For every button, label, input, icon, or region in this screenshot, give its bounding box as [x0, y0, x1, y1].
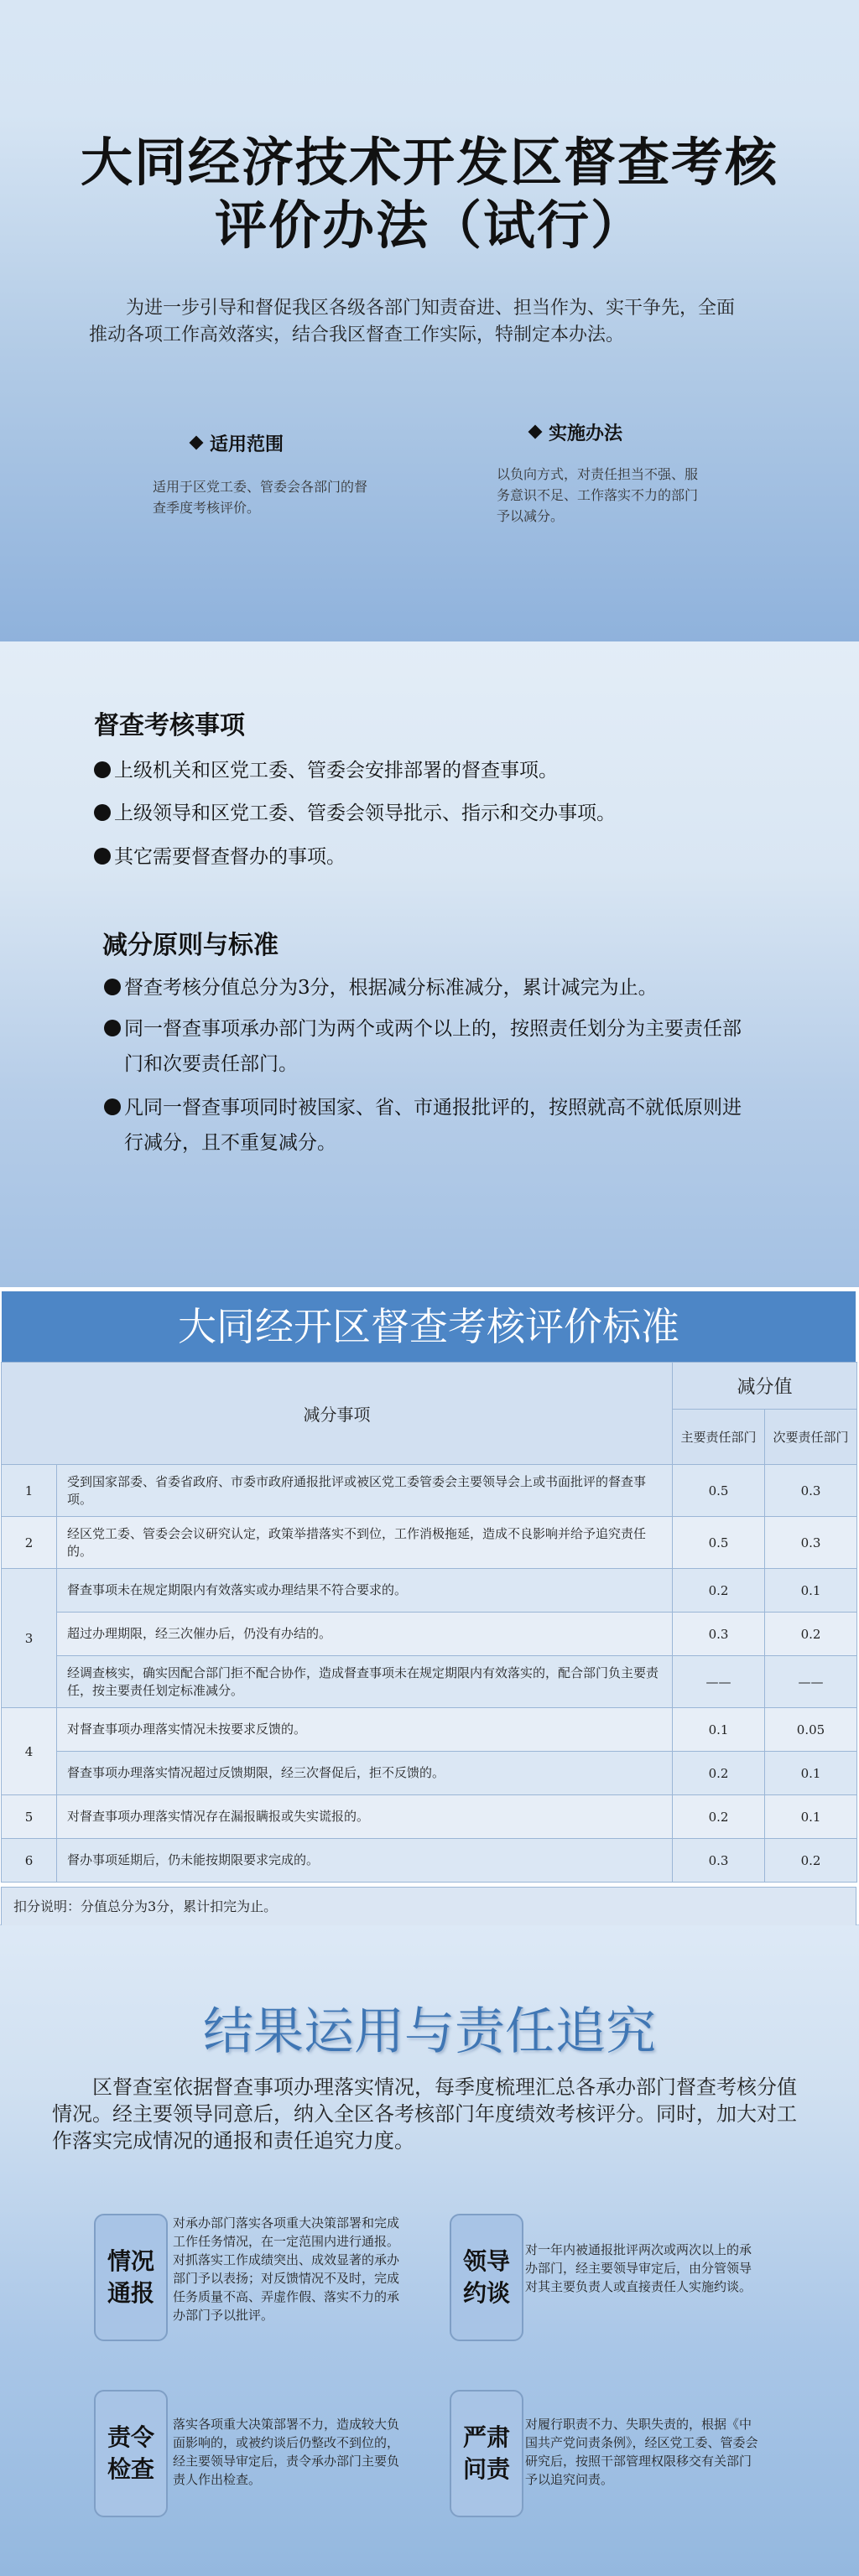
- scope-heading-text: 适用范围: [210, 434, 284, 455]
- row-number: 6: [2, 1839, 57, 1883]
- bullet-icon: [94, 761, 111, 778]
- intro-paragraph: 为进一步引导和督促我区各级各部门知责奋进、担当作为、实干争先，全面推动各项工作高效落实，结合我区督查工作实际，特制定本办法。: [89, 298, 736, 345]
- implementation-heading-text: 实施办法: [549, 423, 623, 444]
- rule-text: 同一督查事项承办部门为两个或两个以上的，按照责任划分为主要责任部: [124, 1018, 742, 1040]
- box-label: 领导约谈: [462, 2247, 510, 2307]
- row-main-value: 0.5: [673, 1517, 765, 1569]
- row-number: 4: [2, 1708, 57, 1795]
- header-main: 主要责任部门: [673, 1410, 765, 1465]
- matter-item: [94, 839, 346, 875]
- implementation-heading: [530, 419, 622, 445]
- page-title-line2: 评价办法（试行）: [214, 195, 644, 256]
- row-secondary-value: 0.1: [765, 1795, 857, 1839]
- row-secondary-value: 0.3: [765, 1465, 857, 1517]
- row-main-value: 0.5: [673, 1465, 765, 1517]
- row-secondary-value: 0.3: [765, 1517, 857, 1569]
- row-secondary-value: 0.2: [765, 1613, 857, 1656]
- row-description: 对督查事项办理落实情况存在漏报瞒报或失实谎报的。: [57, 1795, 673, 1839]
- rules-heading: 减分原则与标准: [102, 931, 279, 960]
- bullet-icon: [104, 1020, 121, 1036]
- row-number: 1: [2, 1465, 57, 1517]
- results-intro: 区督查室依据督查事项办理落实情况，每季度梳理汇总各承办部门督查考核分值情况。经主要领导同意后，纳入全区各考核部门年度绩效考核评分。同时，加大对工作落实完成情况的通报和责任追究力度。: [52, 2075, 797, 2153]
- matter-text: 上级领导和区党工委、管委会领导批示、指示和交办事项。: [114, 802, 616, 824]
- results-title: 结果运用与责任追究: [203, 2003, 656, 2059]
- rule-text-cont: 门和次要责任部门。: [124, 1053, 298, 1075]
- deduction-note: 扣分说明：分值总分为3分，累计扣完为止。: [1, 1887, 856, 1927]
- matter-text: 上级机关和区党工委、管委会安排部署的督查事项。: [114, 760, 558, 782]
- bullet-icon: [104, 1098, 121, 1115]
- table-row: [2, 1839, 857, 1883]
- row-description: 受到国家部委、省委省政府、市委市政府通报批评或被区党工委管委会主要领导会上或书面批评的督查事项。: [57, 1465, 673, 1517]
- inspection-text: 落实各项重大决策部署不力，造成较大负面影响的，或被约谈后仍整改不到位的，经主要领导审定后，责令承办部门主要负责人作出检查。: [173, 2417, 400, 2487]
- row-secondary-value: 0.05: [765, 1708, 857, 1752]
- box-label: 情况通报: [107, 2247, 154, 2307]
- notification-text: 对承办部门落实各项重大决策部署和完成工作任务情况，在一定范围内进行通报。对抓落实工作成绩突出、成效显著的承办部门予以表扬；对反馈情况不及时，完成任务质量不高、弄虚作假、落实不力的承办部门予以批评。: [173, 2215, 400, 2323]
- inspection-box: [94, 2390, 168, 2517]
- table-row: [2, 1752, 857, 1795]
- box-label: 责令检查: [107, 2423, 154, 2483]
- table-row: [2, 1517, 857, 1569]
- table-row: [2, 1465, 857, 1517]
- row-main-value: 0.2: [673, 1795, 765, 1839]
- rule-item: [104, 1011, 817, 1082]
- table-row: [2, 1708, 857, 1752]
- notification-box: [94, 2214, 168, 2341]
- row-main-value: 0.2: [673, 1752, 765, 1795]
- page-title-line1: 大同经济技术开发区督查考核: [80, 132, 778, 193]
- rule-item: [104, 1090, 817, 1161]
- row-secondary-value: 0.1: [765, 1569, 857, 1613]
- scope-text: 适用于区党工委、管委会各部门的督查季度考核评价。: [153, 479, 368, 516]
- table-row: [2, 1656, 857, 1708]
- row-main-value: 0.3: [673, 1839, 765, 1883]
- interview-text: 对一年内被通报批评两次或两次以上的承办部门，经主要领导审定后，由分管领导对其主要负责人或直接责任人实施约谈。: [525, 2242, 752, 2294]
- row-description: 经区党工委、管委会会议研究认定，政策举措落实不到位，工作消极拖延，造成不良影响并给予追究责任的。: [57, 1517, 673, 1569]
- row-description: 超过办理期限，经三次催办后，仍没有办结的。: [57, 1613, 673, 1656]
- bullet-icon: [104, 979, 121, 995]
- row-number: 5: [2, 1795, 57, 1839]
- matter-item: [94, 796, 616, 831]
- bullet-icon: [94, 804, 111, 821]
- row-description: 经调查核实，确实因配合部门拒不配合协作，造成督查事项未在规定期限内有效落实的，配合部门负主要责任，按主要责任划定标准减分。: [57, 1656, 673, 1708]
- row-main-value: 0.1: [673, 1708, 765, 1752]
- row-number: 2: [2, 1517, 57, 1569]
- diamond-icon: [190, 436, 204, 450]
- row-main-value: 0.2: [673, 1569, 765, 1613]
- row-description: 督查事项办理落实情况超过反馈期限，经三次督促后，拒不反馈的。: [57, 1752, 673, 1795]
- accountability-text: 对履行职责不力、失职失责的，根据《中国共产党问责条例》，经区党工委、管委会研究后，按照干部管理权限移交有关部门予以追究问责。: [525, 2417, 758, 2487]
- row-description: 督查事项未在规定期限内有效落实或办理结果不符合要求的。: [57, 1569, 673, 1613]
- rule-text: 督查考核分值总分为3分，根据减分标准减分，累计减完为止。: [124, 977, 658, 999]
- box-label: 严肃问责: [462, 2423, 510, 2483]
- table-row: [2, 1795, 857, 1839]
- row-secondary-value: 0.1: [765, 1752, 857, 1795]
- row-description: 督办事项延期后，仍未能按期限要求完成的。: [57, 1839, 673, 1883]
- table-row: [2, 1569, 857, 1613]
- matter-text: 其它需要督查督办的事项。: [114, 846, 346, 868]
- row-main-value: 0.3: [673, 1613, 765, 1656]
- interview-box: [450, 2214, 523, 2341]
- standards-table: [1, 1362, 857, 1883]
- bullet-icon: [94, 848, 111, 865]
- diamond-icon: [528, 425, 543, 439]
- standards-title: 大同经开区督查考核评价标准: [2, 1291, 856, 1362]
- table-row: [2, 1613, 857, 1656]
- accountability-box: [450, 2390, 523, 2517]
- rule-text: 凡同一督查事项同时被国家、省、市通报批评的，按照就高不就低原则进: [124, 1097, 742, 1119]
- row-secondary-value: 0.2: [765, 1839, 857, 1883]
- rule-text-cont: 行减分，且不重复减分。: [124, 1132, 336, 1154]
- row-description: 对督查事项办理落实情况未按要求反馈的。: [57, 1708, 673, 1752]
- scope-heading: [191, 430, 284, 456]
- rule-item: [104, 970, 817, 1005]
- implementation-text: 以负向方式，对责任担当不强、服务意识不足、工作落实不力的部门予以减分。: [497, 466, 699, 524]
- header-item: 减分事项: [2, 1363, 673, 1465]
- row-secondary-value: ——: [765, 1656, 857, 1708]
- matter-item: [94, 753, 558, 788]
- row-main-value: ——: [673, 1656, 765, 1708]
- row-number: 3: [2, 1569, 57, 1708]
- matters-heading: 督查考核事项: [94, 711, 245, 740]
- header-secondary: 次要责任部门: [765, 1410, 857, 1465]
- header-value: 减分值: [673, 1363, 857, 1410]
